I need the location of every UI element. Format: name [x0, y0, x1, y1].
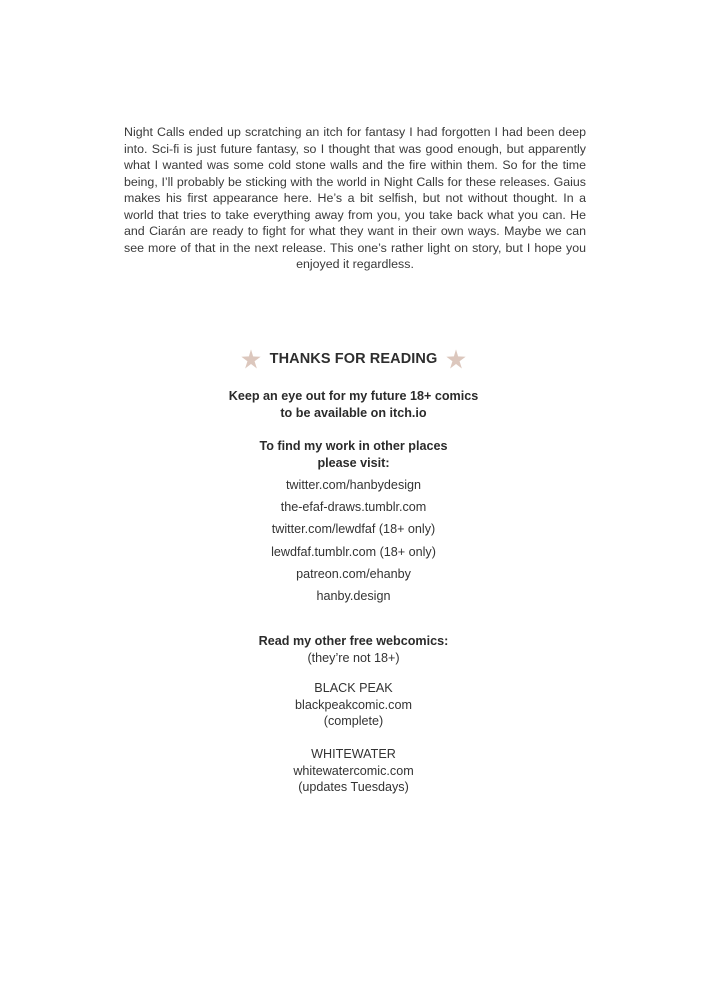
webcomics-subheading: (they’re not 18+) [307, 650, 400, 665]
star-icon [445, 348, 467, 370]
webcomic-status: (complete) [323, 714, 384, 728]
future-comics-line: to be available on itch.io [280, 405, 427, 420]
link-tumblr-efaf-draws[interactable]: the-efaf-draws.tumblr.com [280, 500, 427, 515]
find-work-heading [0, 438, 707, 471]
webcomic-whitewater [0, 746, 707, 796]
webcomic-black-peak [0, 680, 707, 730]
link-twitter-lewdfaf[interactable]: twitter.com/lewdfaf (18+ only) [271, 522, 436, 537]
link-hanby-design[interactable]: hanby.design [316, 589, 391, 604]
thanks-header [0, 348, 707, 370]
link-patreon[interactable]: patreon.com/ehanby [296, 566, 411, 581]
afterword-paragraph: Night Calls ended up scratching an itch for fantasy I had forgotten I had been deep into. Sci-fi is just future fantasy, so I thought that was good enough, but apparently what I wanted was some cold stone walls and the fire within them. So for the time being, I’ll probably be sticking with the world in Night Calls for these releases. Gaius makes his first appearance here. He’s a bit selfish, but not without thought. In a world that tries to take everything away from you, you take back what you can. He and Ciarán are ready to fight for what they want in their own ways. Maybe we can see more of that in the next release. This one’s rather light on story, but I hope you enjoyed it regardless. [124, 125, 586, 271]
webcomic-url[interactable]: blackpeakcomic.com [295, 697, 412, 712]
find-work-line: please visit: [317, 455, 390, 470]
find-work-line: To find my work in other places [259, 439, 448, 453]
link-twitter-hanbydesign[interactable]: twitter.com/hanbydesign [285, 478, 422, 492]
webcomic-title: BLACK PEAK [314, 681, 393, 695]
webcomic-status: (updates Tuesdays) [298, 780, 409, 794]
webcomic-title: WHITEWATER [311, 747, 396, 761]
webcomic-url[interactable]: whitewatercomic.com [293, 763, 414, 778]
thanks-heading: THANKS FOR READING [269, 351, 438, 367]
link-tumblr-lewdfaf[interactable]: lewdfaf.tumblr.com (18+ only) [271, 544, 436, 559]
future-comics-line: Keep an eye out for my future 18+ comics [228, 389, 479, 403]
webcomics-heading: Read my other free webcomics: [258, 634, 449, 648]
webcomics-section [0, 633, 707, 666]
future-comics-notice [0, 388, 707, 421]
star-icon [240, 348, 262, 370]
links-list [0, 474, 707, 607]
